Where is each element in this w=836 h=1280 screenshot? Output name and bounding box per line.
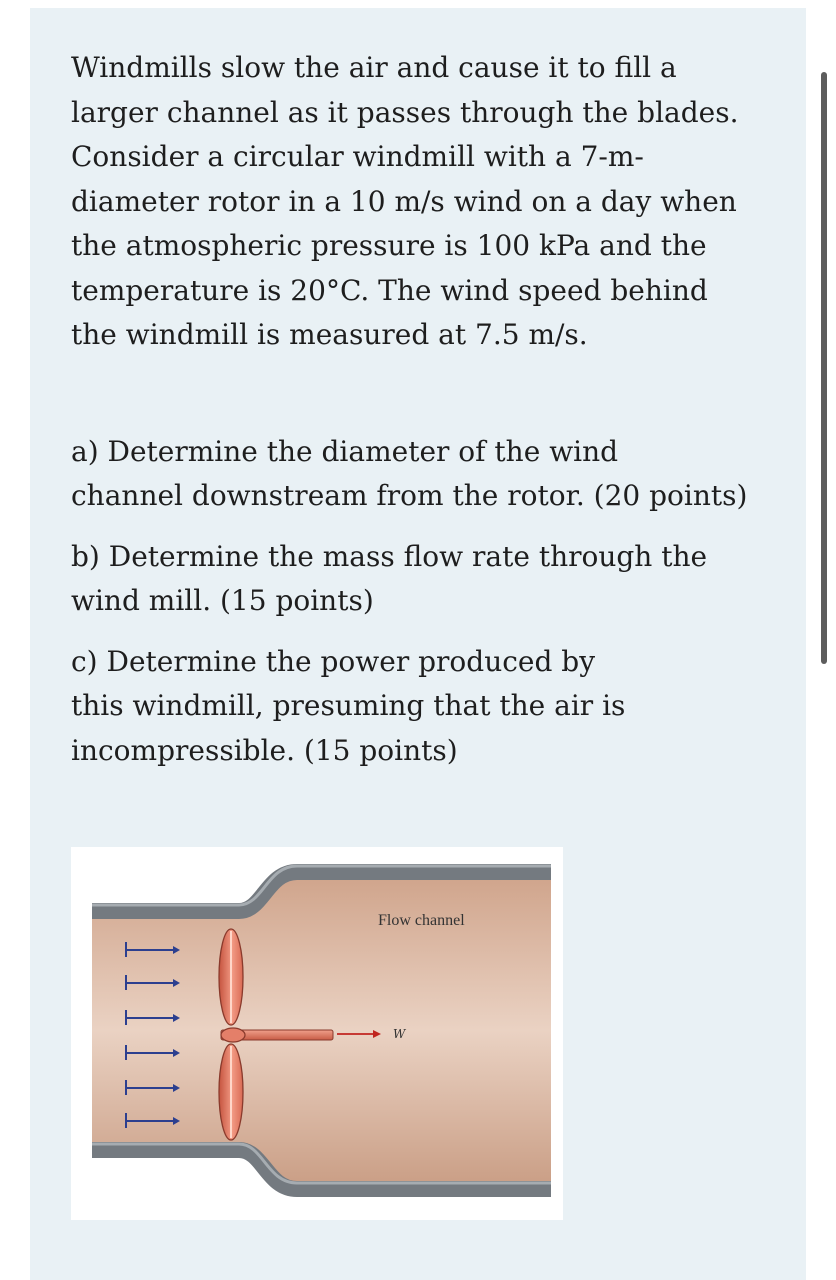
intro-line: the atmospheric pressure is 100 kPa and the xyxy=(71,229,707,262)
part-b-line: b) Determine the mass flow rate through the xyxy=(71,539,708,573)
part-b-line: wind mill. (15 points) xyxy=(71,584,374,617)
intro-paragraph xyxy=(71,46,771,358)
windmill-diagram-svg xyxy=(71,847,563,1220)
intro-line: the windmill is measured at 7.5 m/s. xyxy=(71,318,588,351)
intro-line: Windmills slow the air and cause it to fill a xyxy=(71,51,677,84)
power-label: W xyxy=(393,1027,406,1041)
part-b xyxy=(71,535,771,624)
part-a xyxy=(71,430,771,519)
question-text xyxy=(71,46,771,789)
windmill-diagram xyxy=(71,847,563,1220)
part-c xyxy=(71,640,771,774)
flow-channel-label: Flow channel xyxy=(378,912,465,929)
intro-line: larger channel as it passes through the blades. xyxy=(71,95,739,129)
part-c-line: incompressible. (15 points) xyxy=(71,733,458,767)
intro-line: temperature is 20°C. The wind speed behind xyxy=(71,273,708,307)
rotor-hub xyxy=(221,1028,245,1042)
scrollbar[interactable] xyxy=(821,72,827,664)
part-c-line: this windmill, presuming that the air is xyxy=(71,689,626,722)
rotor-blades xyxy=(219,929,245,1140)
part-a-line: a) Determine the diameter of the wind xyxy=(71,434,619,468)
intro-line: diameter rotor in a 10 m/s wind on a day when xyxy=(71,184,737,218)
part-c-line: c) Determine the power produced by xyxy=(71,644,596,678)
intro-line: Consider a circular windmill with a 7-m- xyxy=(71,140,644,173)
part-a-line: channel downstream from the rotor. (20 points) xyxy=(71,479,748,512)
